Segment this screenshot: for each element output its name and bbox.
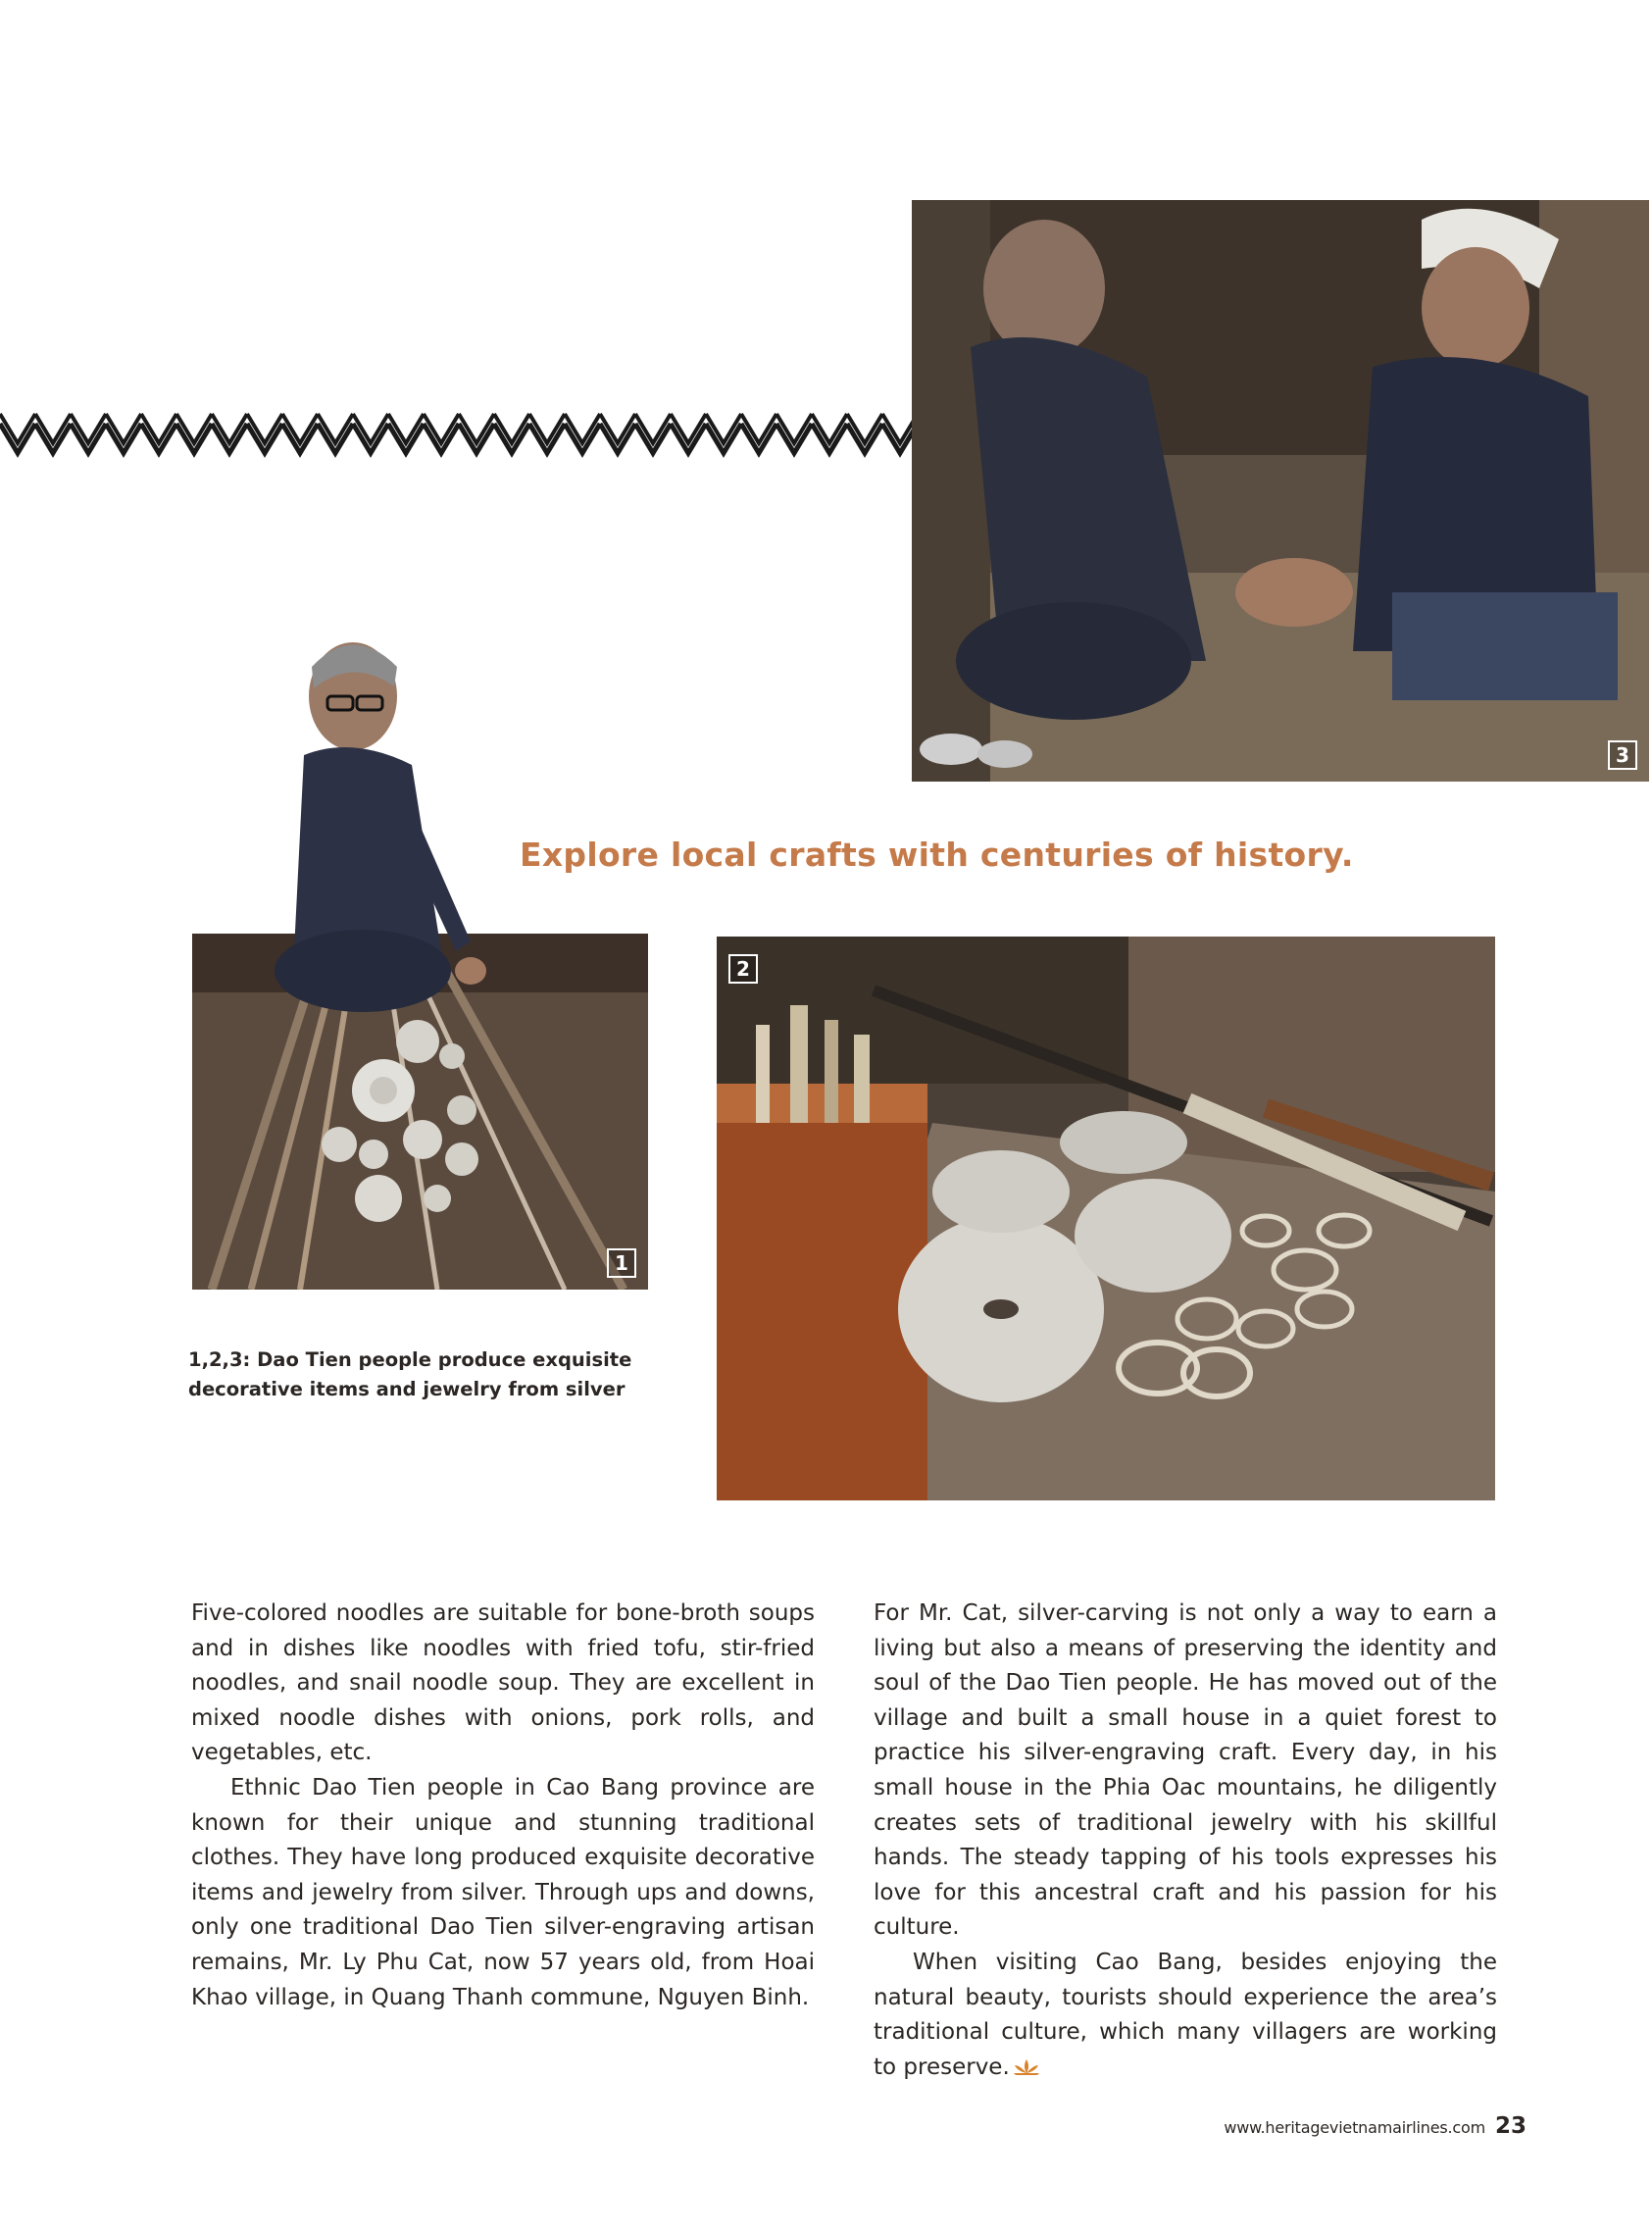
body-paragraph: For Mr. Cat, silver-carving is not only a way to earn a living but also a means of preserving the identity and soul of the Dao Tien people. He has moved out of the village and built a small house in a quiet forest to practice his silver-engraving craft. Every day, in his small house in the Phia Oac mountains, he diligently creates sets of traditional jewelry with his skillful hands. The steady tapping of his tools expresses his love for this ancestral craft and his passion for his culture. (874, 1600, 1497, 1941)
photo-artisans (912, 200, 1649, 782)
closing-sentence: When visiting Cao Bang, besides enjoying the natural beauty, tourists should experience the area’s traditional culture, which many villagers are working to preserve. (874, 1949, 1497, 2080)
page-footer (1224, 2113, 1527, 2139)
body-paragraph (874, 1946, 1497, 2085)
photo-number-badge: 2 (728, 954, 758, 984)
lotus-icon (1012, 2057, 1041, 2075)
body-column-left (191, 1597, 815, 2015)
body-column-right (874, 1597, 1497, 2085)
headline: Explore local crafts with centuries of history. (520, 836, 1354, 874)
photo-caption: 1,2,3: Dao Tien people produce exquisite decorative items and jewelry from silver (188, 1348, 632, 1400)
photo-artisan-cutout (284, 628, 490, 1020)
photo-silver-jewelry (717, 937, 1495, 1500)
photo-number-badge: 1 (607, 1248, 636, 1278)
photo-number-badge: 3 (1608, 740, 1637, 770)
zigzag-border (0, 410, 917, 469)
body-paragraph: Five-colored noodles are suitable for bone-broth soups and in dishes like noodles with fried tofu, stir-fried noodles, and snail noodle soup. They are excellent in mixed noodle dishes with onions, pork rolls, and vegetables, etc. (191, 1600, 815, 1766)
body-paragraph: Ethnic Dao Tien people in Cao Bang province are known for their unique and stunning traditional clothes. They have long produced exquisite decorative items and jewelry from silver. Through ups and downs, only one traditional Dao Tien silver-engraving artisan remains, Mr. Ly Phu Cat, now 57 years old, from Hoai Khao village, in Quang Thanh commune, Nguyen Binh. (191, 1774, 815, 2010)
page-number: 23 (1494, 2113, 1527, 2139)
footer-url: www.heritagevietnamairlines.com (1224, 2118, 1485, 2137)
